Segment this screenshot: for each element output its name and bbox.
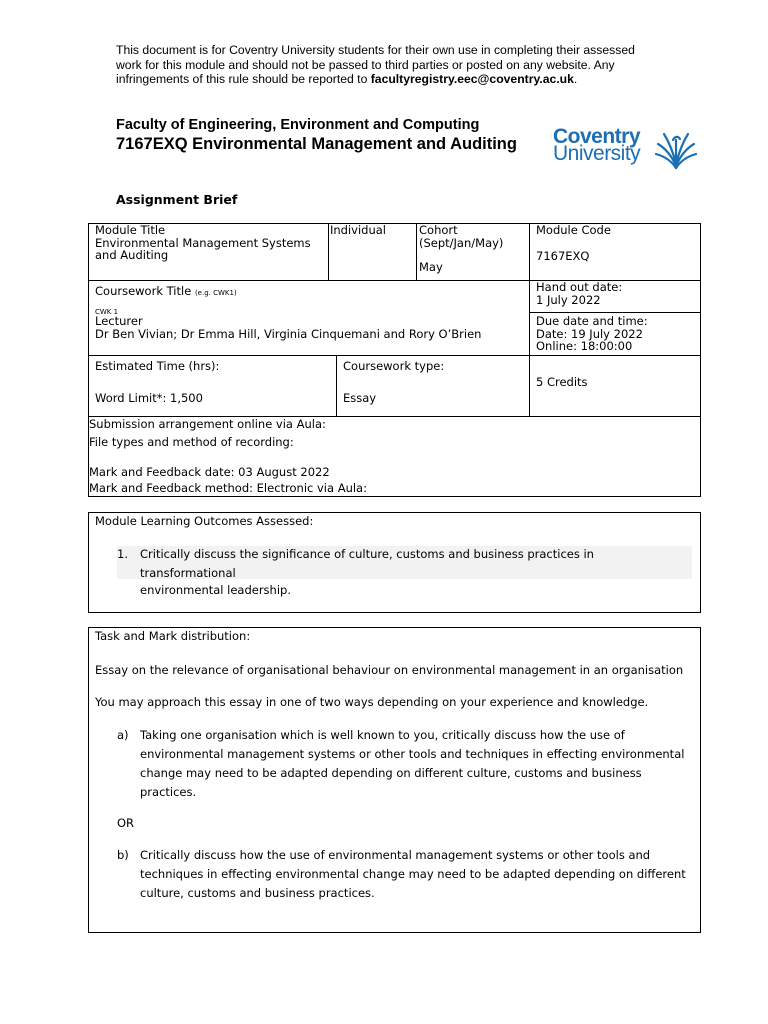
faculty-name: Faculty of Engineering, Environment and Computing <box>116 117 480 133</box>
table-divider <box>529 312 701 313</box>
module-code-cell <box>536 224 611 262</box>
lecturer-value: Dr Ben Vivian; Dr Emma Hill, Virginia Cinquemani and Rory O’Brien <box>95 326 482 341</box>
lecturer-label: Lecturer <box>95 314 143 328</box>
outcomes-heading: Module Learning Outcomes Assessed: <box>95 514 314 528</box>
cohort-label: Cohort (Sept/Jan/May) <box>419 223 504 250</box>
due-time: Online: 18:00:00 <box>536 339 633 353</box>
due-label: Due date and time: <box>536 314 648 328</box>
option-b-line: Critically discuss how the use of environmental management systems or other tools and <box>140 848 651 862</box>
module-title-heading: 7167EXQ Environmental Management and Auditing <box>116 135 517 153</box>
table-divider <box>336 355 337 416</box>
option-a-label: a) <box>117 728 129 742</box>
table-divider <box>328 223 329 280</box>
coursework-type-value: Essay <box>343 391 377 405</box>
registry-email[interactable]: facultyregistry.eec@coventry.ac.uk <box>370 72 574 86</box>
due-date-cell <box>536 315 648 353</box>
submission-arrangement: Submission arrangement online via Aula: <box>89 417 326 431</box>
option-b-text <box>140 846 695 903</box>
option-b-label: b) <box>117 848 129 862</box>
task-heading: Task and Mark distribution: <box>95 629 251 643</box>
option-a-line: Taking one organisation which is well known to you, critically discuss how the use of <box>140 728 625 742</box>
hand-out-label: Hand out date: <box>536 280 623 294</box>
coursework-title-value: CWK 1 <box>95 308 119 316</box>
outcome-number: 1. <box>117 547 128 561</box>
option-a-text <box>140 726 695 802</box>
hand-out-value: 1 July 2022 <box>536 292 601 307</box>
coursework-title-hint: (e.g. CWK1) <box>194 289 237 297</box>
individual-label: Individual <box>330 223 387 237</box>
word-limit-label: Word Limit*: 1,500 <box>95 391 203 405</box>
module-title-label: Module Title <box>95 223 166 237</box>
table-divider <box>88 355 701 356</box>
logo-wordmark <box>553 125 641 165</box>
notice-period: . <box>573 72 578 86</box>
estimated-time-label: Estimated Time (hrs): <box>95 359 220 373</box>
coursework-title-label: Coursework Title <box>95 284 192 298</box>
option-b-line: culture, customs and business practices. <box>140 886 375 900</box>
table-divider <box>529 223 530 416</box>
outcome-line: environmental leadership. <box>140 583 291 597</box>
logo-line1: Coventry <box>553 125 641 148</box>
module-title-cell <box>95 224 325 262</box>
option-a-line: change may need to be adapted depending on different culture, customs and business <box>140 766 642 780</box>
task-approach: You may approach this essay in one of two ways depending on your experience and knowledge. <box>95 695 649 709</box>
cohort-cell <box>419 224 524 274</box>
mark-feedback-date: Mark and Feedback date: 03 August 2022 <box>89 465 330 479</box>
option-b-line: techniques in effecting environmental change may need to be adapted depending on different <box>140 867 686 881</box>
notice-text: This document is for Coventry University students for their own use in completing their assessed work for this module and should not be passed to third parties or posted on any website. Any infringements of this rule should be reported to <box>116 43 635 86</box>
module-title-value: Environmental Management Systems and Auditing <box>95 235 311 262</box>
task-intro: Essay on the relevance of organisational behaviour on environmental management in an organisation <box>95 663 684 677</box>
lecturer-cell <box>95 315 481 340</box>
option-a-line: practices. <box>140 785 197 799</box>
outcome-line: Critically discuss the significance of culture, customs and business practices in transformational <box>140 547 594 580</box>
logo-line2: University <box>553 142 641 165</box>
coventry-university-logo <box>553 126 703 174</box>
coursework-type-label: Coursework type: <box>343 359 445 373</box>
module-code-label: Module Code <box>536 223 611 237</box>
usage-notice <box>116 43 656 87</box>
coursework-title-cell <box>95 285 237 300</box>
assignment-brief-heading: Assignment Brief <box>116 192 238 207</box>
option-a-line: environmental management systems or other tools and techniques in effecting environmental <box>140 747 685 761</box>
credits-label: 5 Credits <box>536 375 588 389</box>
due-date: Date: 19 July 2022 <box>536 326 643 341</box>
mark-feedback-method: Mark and Feedback method: Electronic via Aula: <box>89 481 367 495</box>
outcome-item <box>140 545 692 600</box>
file-types: File types and method of recording: <box>89 435 294 449</box>
cohort-value: May <box>419 260 443 274</box>
or-label: OR <box>117 816 135 830</box>
module-code-value: 7167EXQ <box>536 248 590 263</box>
hand-out-cell <box>536 281 622 306</box>
phoenix-icon <box>653 128 699 172</box>
table-divider <box>416 223 417 280</box>
